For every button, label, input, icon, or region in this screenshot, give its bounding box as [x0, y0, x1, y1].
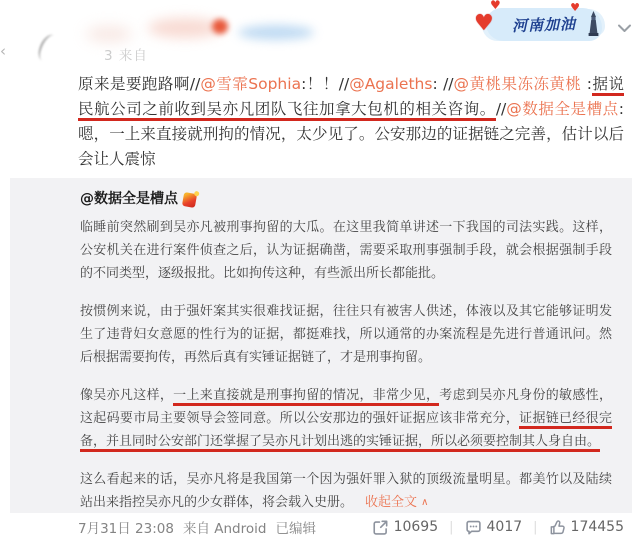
henan-support-badge[interactable] — [474, 0, 602, 41]
post-text-run: :！！// — [301, 75, 350, 93]
quoted-paragraph — [80, 384, 612, 453]
red-underlined-text: 证据链已经很完备，并且同时公安部门还掌握了吴亦凡计划出逃的实锤证据，所以必须要控制其人身自由。 — [80, 411, 612, 452]
timestamp: 7月31日 23:08 — [78, 521, 174, 537]
comment-icon — [465, 519, 482, 536]
tower-icon — [587, 11, 600, 41]
post-text — [0, 70, 640, 172]
erased-avatar-smudge — [86, 26, 132, 42]
quoted-post[interactable] — [10, 178, 632, 524]
like-button[interactable] — [549, 519, 624, 536]
post-text-run: : — [581, 75, 593, 93]
back-icon[interactable]: ‹ — [0, 42, 6, 60]
mention-link[interactable]: @数据全是槽点 — [506, 100, 619, 118]
comment-count: 4017 — [486, 519, 523, 535]
red-underlined-text: 一上来直接就是刑事拘留的情况，非常少见， — [173, 388, 439, 406]
heart-icon: ♥ — [570, 1, 580, 14]
erased-pen-mark — [34, 32, 61, 64]
red-underlined-text: 据说民航公司之前收到吴亦凡团队飞往加拿大包机的相关咨询。 — [78, 75, 624, 121]
quoted-user-row — [80, 188, 612, 211]
erased-badge-smudge — [212, 19, 228, 34]
post-text-run: // — [495, 100, 507, 118]
share-icon — [372, 519, 389, 536]
divider: | — [449, 519, 454, 535]
chevron-up-icon: ∧ — [421, 497, 429, 508]
mention-link[interactable]: @雪霏Sophia — [200, 75, 302, 93]
mention-link[interactable]: @Agaleths — [349, 75, 433, 93]
post-text-run: 原来是要跑路啊// — [78, 75, 201, 93]
erased-avatar-smudge — [148, 18, 222, 38]
quote-text-run: 像吴亦凡这样， — [80, 388, 174, 403]
quote-text-run: 考虑到吴亦凡身份的敏感性，这起码要市局主要领导会签同意。所以公安那边的强奸证据应该非常充分， — [80, 388, 612, 426]
action-bar — [372, 519, 624, 536]
like-count: 174455 — [570, 519, 624, 535]
quote-text-run: 这么看起来的话，吴亦凡将是我国第一个因为强奸罪入狱的顶级流量明星。都美竹以及陆续站出来指控吴亦凡的少女群体，将会载入史册。 — [80, 472, 612, 510]
quoted-paragraph: 临睡前突然刷到吴亦凡被刑事拘留的大瓜。在这里我简单讲述一下我国的司法实践。这样，公安机关在进行案件侦查之后，认为证据确凿，需要采取刑事强制手段，就会根据强制手段的不同类型，逐级报批。比如拘传这种，有些派出所长都能批。 — [80, 220, 612, 281]
heart-icon: ♥ — [474, 11, 494, 36]
post-text-run: : // — [432, 75, 454, 93]
quoted-username-link[interactable]: @数据全是槽点 — [80, 191, 178, 207]
share-count: 10695 — [393, 519, 439, 535]
post-meta — [78, 517, 316, 537]
divider: | — [533, 519, 538, 535]
thumbs-up-icon — [549, 519, 566, 536]
firecracker-emoji-icon — [182, 191, 197, 207]
collapse-full-text-link[interactable]: 收起全文 ∧ — [365, 495, 429, 510]
badge-label: 河南加油 — [511, 14, 577, 36]
post-text-run: :嗯，一上来直接就刑拘的情况，太少见了。公安那边的证据链之完善，估计以后会让人震惊 — [78, 100, 624, 168]
mention-link[interactable]: @黄桃果冻冻黄桃 — [453, 75, 582, 93]
source-device: 来自 Android — [182, 521, 267, 537]
quoted-paragraph: 按惯例来说，由于强奸案其实很难找证据，往往只有被害人供述，体液以及其它能够证明发生了违背妇女意愿的性行为的证据，都挺难找，所以通常的办案流程是先进行普通讯问。然后根据需要拘传，再然后真有实锤证据链了，才是刑事拘留。 — [80, 304, 612, 365]
share-button[interactable] — [372, 519, 439, 536]
chevron-down-icon[interactable] — [617, 18, 632, 37]
post-footer — [0, 513, 640, 549]
erased-post-meta: 3 来自 — [104, 48, 148, 64]
quoted-paragraph — [80, 468, 612, 514]
comment-button[interactable] — [465, 519, 523, 536]
erased-badge-smudge — [238, 25, 314, 40]
heart-icon: ♥ — [490, 0, 501, 12]
post-header — [0, 0, 640, 70]
edited-badge: 已编辑 — [275, 521, 316, 537]
